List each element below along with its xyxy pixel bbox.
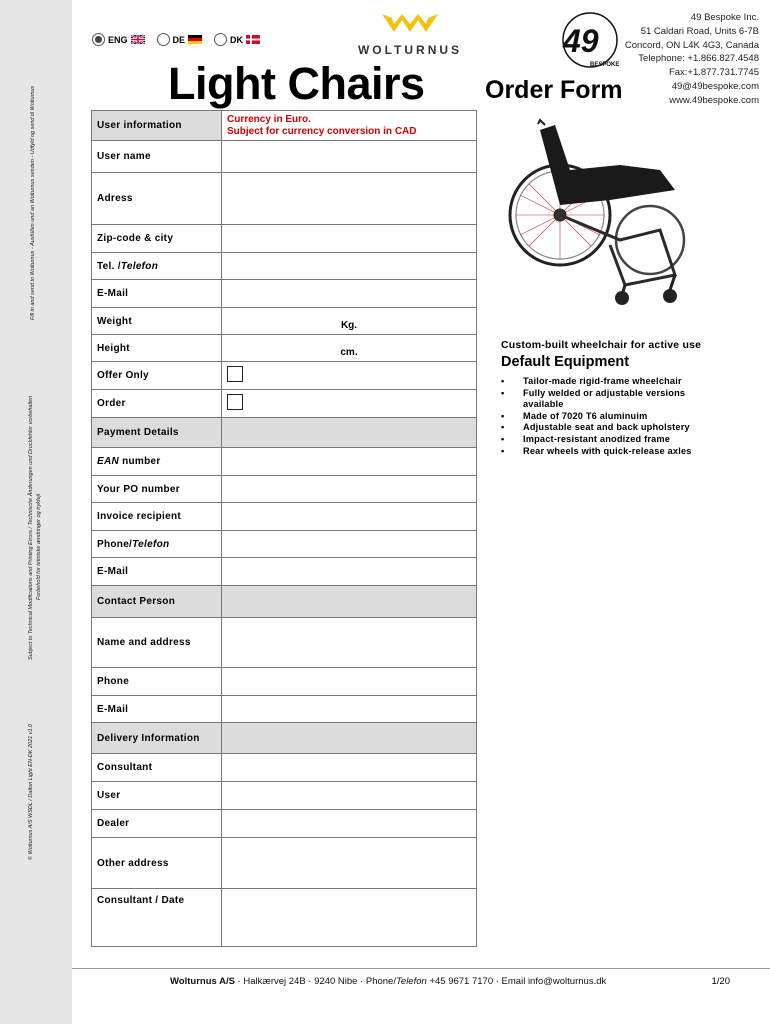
equipment-item: • Tailor-made rigid-frame wheelchair bbox=[501, 376, 721, 388]
payment-heading: Payment Details bbox=[92, 418, 222, 448]
weight-unit: Kg. bbox=[340, 319, 358, 331]
form-row bbox=[92, 754, 477, 782]
page-subtitle: Order Form bbox=[485, 76, 623, 104]
form-row bbox=[92, 308, 477, 335]
logo-number: 49 bbox=[563, 23, 599, 59]
ean-label-italic: EAN bbox=[97, 456, 120, 467]
equipment-item: • Impact-resistant anodized frame bbox=[501, 434, 721, 446]
email-field[interactable] bbox=[222, 280, 477, 308]
currency-note-line2: Subject for currency conversion in CAD bbox=[227, 125, 417, 137]
footer-text2: +45 9671 7170 · Email info@wolturnus.dk bbox=[426, 976, 607, 987]
email2-label: E-Mail bbox=[92, 558, 222, 586]
address-line: www.49bespoke.com bbox=[669, 94, 759, 106]
form-row bbox=[92, 476, 477, 503]
contact-heading: Contact Person bbox=[92, 586, 222, 618]
ean-label-text: number bbox=[119, 456, 161, 467]
radio-de[interactable] bbox=[157, 33, 170, 46]
form-row-payment bbox=[92, 418, 477, 448]
equipment-item: • Adjustable seat and back upholstery bbox=[501, 422, 721, 434]
tel-label bbox=[92, 253, 222, 280]
language-selector bbox=[92, 33, 260, 46]
consultant-label: Consultant bbox=[92, 754, 222, 782]
delivery-heading-fill bbox=[222, 723, 477, 754]
form-row bbox=[92, 335, 477, 362]
ean-label bbox=[92, 448, 222, 476]
email-label: E-Mail bbox=[92, 280, 222, 308]
consultant-date-label: Consultant / Date bbox=[92, 889, 222, 947]
sidebar-instruction: Fill in and send to Wolturnus - Ausfüllen und an Wolturnus senden - Udfyld og send til Wolturnus bbox=[30, 85, 36, 320]
user-name-label: User name bbox=[92, 141, 222, 173]
tel-label-italic: Telefon bbox=[120, 260, 159, 272]
order-cell bbox=[222, 390, 477, 418]
ean-field[interactable] bbox=[222, 448, 477, 476]
brand-name: WOLTURNUS bbox=[357, 43, 463, 57]
phone2-label: Phone bbox=[92, 668, 222, 696]
po-label: Your PO number bbox=[92, 476, 222, 503]
order-label: Order bbox=[92, 390, 222, 418]
footer-telefon: Telefon bbox=[395, 976, 427, 987]
tel-field[interactable] bbox=[222, 253, 477, 280]
address-line: 51 Caldari Road, Units 6-7B bbox=[640, 25, 759, 37]
form-row bbox=[92, 173, 477, 225]
phone-field[interactable] bbox=[222, 531, 477, 558]
radio-eng[interactable] bbox=[92, 33, 105, 46]
wolturnus-wings-icon bbox=[380, 12, 440, 36]
email3-label: E-Mail bbox=[92, 696, 222, 723]
form-row bbox=[92, 531, 477, 558]
offer-only-label: Offer Only bbox=[92, 362, 222, 390]
invoice-label: Invoice recipient bbox=[92, 503, 222, 531]
lang-option-dk[interactable] bbox=[214, 33, 260, 46]
height-label: Height bbox=[92, 335, 222, 362]
default-equipment-heading: Default Equipment bbox=[501, 354, 630, 370]
equipment-list bbox=[501, 376, 721, 457]
invoice-field[interactable] bbox=[222, 503, 477, 531]
lang-label-dk: DK bbox=[230, 34, 244, 45]
name-address-field[interactable] bbox=[222, 618, 477, 668]
page-number: 1/20 bbox=[711, 976, 730, 987]
product-caption: Custom-built wheelchair for active use bbox=[501, 339, 702, 351]
user-info-heading: User information bbox=[92, 111, 222, 141]
lang-label-eng: ENG bbox=[108, 34, 128, 45]
user-field[interactable] bbox=[222, 782, 477, 810]
po-field[interactable] bbox=[222, 476, 477, 503]
footer-text1: · Halkærvej 24B · 9240 Nibe · Phone/ bbox=[234, 976, 396, 987]
height-field[interactable] bbox=[222, 335, 477, 362]
user-label: User bbox=[92, 782, 222, 810]
form-row bbox=[92, 280, 477, 308]
logo-word: BESPOKE bbox=[590, 62, 620, 68]
sidebar-disclaimer-dk: Forbehold for tekniske ændringer og trykfejl bbox=[36, 493, 42, 600]
form-row bbox=[92, 362, 477, 390]
email3-field[interactable] bbox=[222, 696, 477, 723]
page-title: Light Chairs bbox=[168, 58, 425, 109]
wolturnus-brand bbox=[345, 12, 475, 57]
footer-divider bbox=[72, 968, 770, 969]
height-unit: cm. bbox=[340, 346, 358, 358]
footer bbox=[170, 976, 606, 987]
contact-heading-fill bbox=[222, 586, 477, 618]
phone2-field[interactable] bbox=[222, 668, 477, 696]
wheelchair-image bbox=[500, 110, 720, 320]
dealer-label: Dealer bbox=[92, 810, 222, 838]
delivery-heading: Delivery Information bbox=[92, 723, 222, 754]
address-line: 49 Bespoke Inc. bbox=[690, 12, 759, 23]
weight-field[interactable] bbox=[222, 308, 477, 335]
email2-field[interactable] bbox=[222, 558, 477, 586]
lang-option-de[interactable] bbox=[157, 33, 203, 46]
form-row-delivery bbox=[92, 723, 477, 754]
german-flag-icon bbox=[188, 35, 202, 44]
tel-label-text: Tel. / bbox=[97, 260, 121, 272]
address-field[interactable] bbox=[222, 173, 477, 225]
address-line: 49@49bespoke.com bbox=[671, 80, 759, 92]
other-address-field[interactable] bbox=[222, 838, 477, 889]
zip-field[interactable] bbox=[222, 225, 477, 253]
phone-label bbox=[92, 531, 222, 558]
form-row-user-info bbox=[92, 111, 477, 141]
lang-option-eng[interactable] bbox=[92, 33, 145, 46]
form-row bbox=[92, 782, 477, 810]
form-row bbox=[92, 390, 477, 418]
form-row bbox=[92, 838, 477, 889]
order-form-table bbox=[91, 110, 477, 947]
phone-label-italic: Telefon bbox=[132, 538, 170, 550]
equipment-item: • Fully welded or adjustable versions available bbox=[501, 388, 721, 411]
company-address bbox=[625, 11, 759, 108]
uk-flag-icon bbox=[131, 35, 145, 44]
zip-label: Zip-code & city bbox=[92, 225, 222, 253]
phone-label-text: Phone/ bbox=[97, 538, 133, 550]
sidebar-disclaimer: Subject to Technical Modifications and Printing Errors / Technische Änderungen und Druckfehler vorbehalten bbox=[28, 395, 34, 660]
form-row bbox=[92, 448, 477, 476]
danish-flag-icon bbox=[246, 35, 260, 44]
consultant-field[interactable] bbox=[222, 754, 477, 782]
name-address-label: Name and address bbox=[92, 618, 222, 668]
form-row bbox=[92, 253, 477, 280]
consultant-date-field[interactable] bbox=[222, 889, 477, 947]
other-address-label: Other address bbox=[92, 838, 222, 889]
form-row bbox=[92, 141, 477, 173]
form-row bbox=[92, 558, 477, 586]
form-row bbox=[92, 696, 477, 723]
payment-heading-fill bbox=[222, 418, 477, 448]
equipment-item: • Rear wheels with quick-release axles bbox=[501, 446, 721, 458]
address-line: Fax:+1.877.731.7745 bbox=[668, 67, 759, 79]
form-row bbox=[92, 503, 477, 531]
form-row bbox=[92, 225, 477, 253]
dealer-field[interactable] bbox=[222, 810, 477, 838]
form-row bbox=[92, 668, 477, 696]
form-row bbox=[92, 618, 477, 668]
address-label: Adress bbox=[92, 173, 222, 225]
form-row bbox=[92, 810, 477, 838]
weight-label: Weight bbox=[92, 308, 222, 335]
form-row bbox=[92, 889, 477, 947]
radio-dk[interactable] bbox=[214, 33, 227, 46]
currency-note bbox=[222, 111, 477, 141]
49-bespoke-logo bbox=[560, 10, 620, 70]
footer-company: Wolturnus A/S bbox=[170, 976, 235, 987]
lang-label-de: DE bbox=[172, 34, 186, 45]
currency-note-line1: Currency in Euro. bbox=[227, 113, 311, 125]
offer-only-checkbox[interactable] bbox=[227, 366, 243, 382]
address-line: Concord, ON L4K 4G3, Canada bbox=[624, 39, 759, 51]
order-checkbox[interactable] bbox=[227, 394, 243, 410]
address-line: Telephone: +1.866.827.4548 bbox=[638, 53, 759, 65]
sidebar-copyright: © Wolturnus A/S WSDL / Dalton Light EN-DK 2021 v1.0 bbox=[28, 723, 34, 860]
equipment-item: • Made of 7020 T6 aluminuim bbox=[501, 411, 721, 423]
user-name-field[interactable] bbox=[222, 141, 477, 173]
form-row-contact bbox=[92, 586, 477, 618]
sidebar bbox=[0, 0, 72, 1024]
offer-only-cell bbox=[222, 362, 477, 390]
